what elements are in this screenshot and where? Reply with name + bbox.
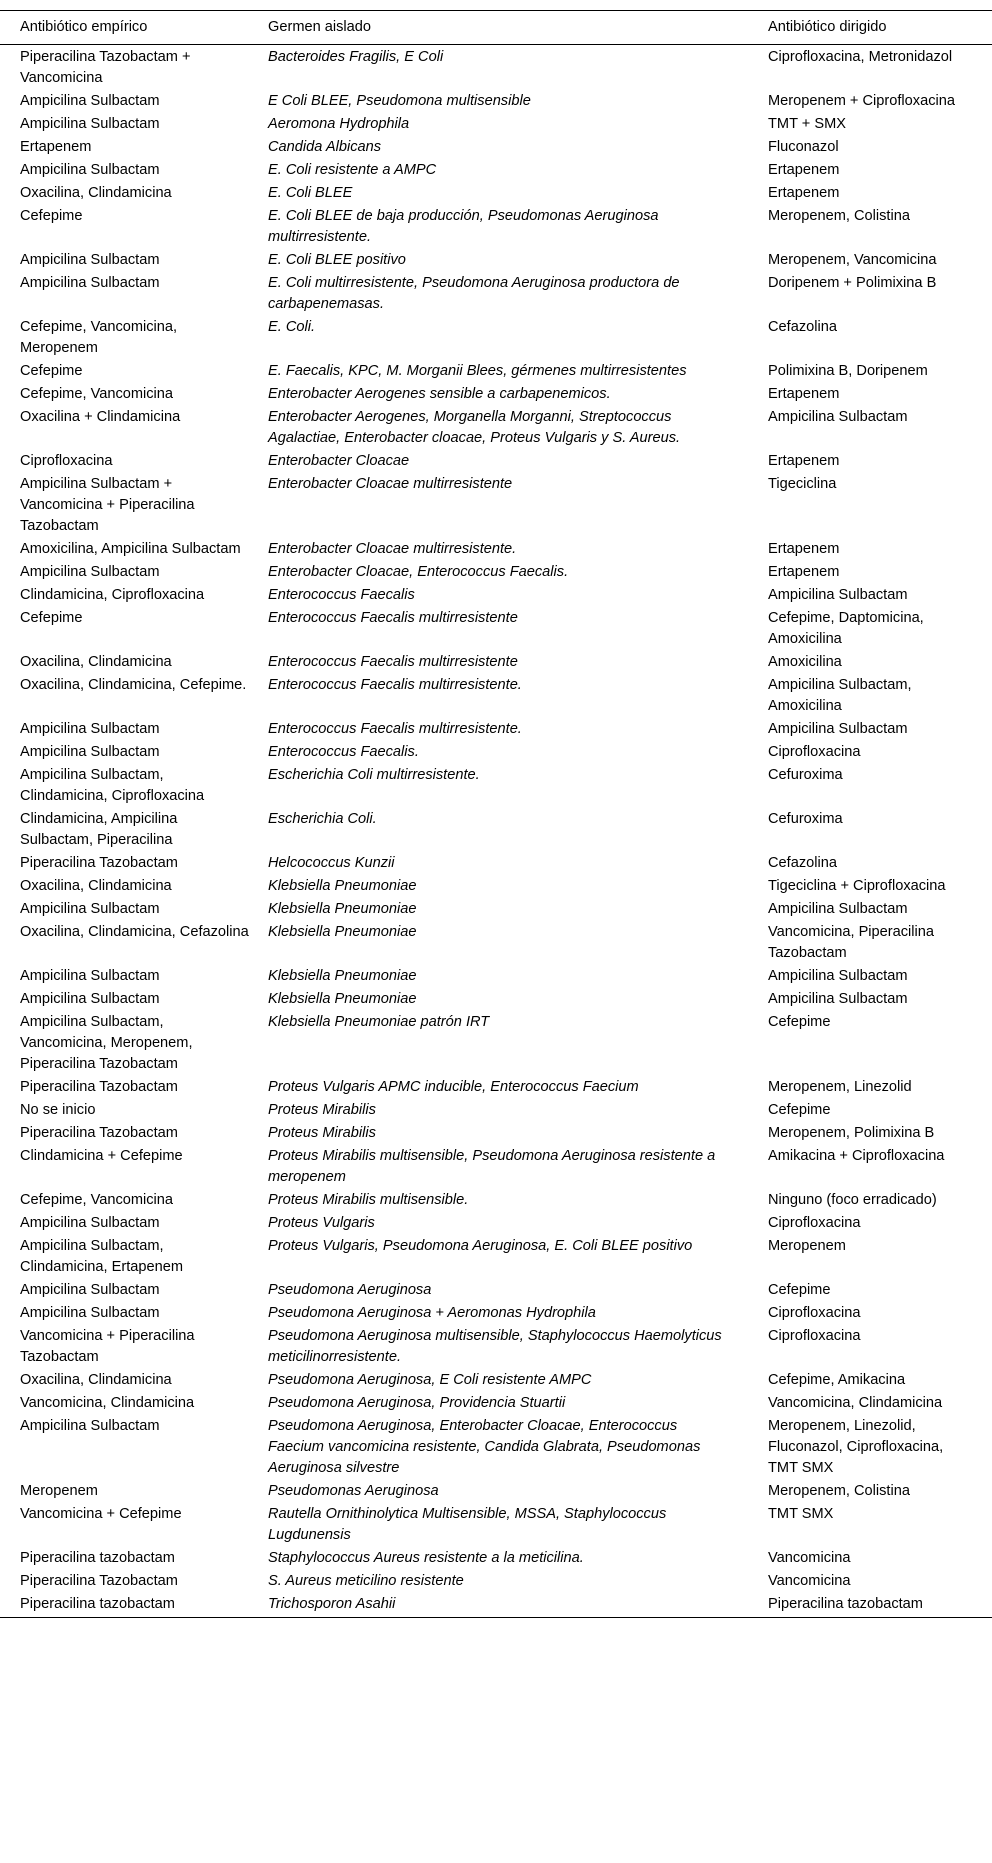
targeted-antibiotic-cell: Vancomicina <box>768 1550 851 1566</box>
table-row <box>0 1481 992 1504</box>
table-row <box>0 809 992 853</box>
isolated-germ-cell: E. Coli BLEE de baja producción, Pseudomonas Aeruginosa multirresistente. <box>268 208 659 245</box>
empirical-antibiotic-cell: Ampicilina Sulbactam <box>20 991 160 1007</box>
table-row <box>0 1077 992 1100</box>
table-row <box>0 1504 992 1548</box>
isolated-germ-cell: Enterobacter Aerogenes, Morganella Morganni, Streptococcus Agalactiae, Enterobacter cloacae, Proteus Vulgaris y S. Aureus. <box>268 409 681 446</box>
empirical-antibiotic-cell: Ampicilina Sulbactam <box>20 968 160 984</box>
isolated-germ-cell: Proteus Mirabilis multisensible. <box>268 1192 469 1208</box>
isolated-germ-cell: Enterococcus Faecalis. <box>268 744 419 760</box>
empirical-antibiotic-cell: Oxacilina, Clindamicina <box>20 185 172 201</box>
table-row <box>0 361 992 384</box>
table-row <box>0 966 992 989</box>
isolated-germ-cell: Enterobacter Cloacae multirresistente. <box>268 541 517 557</box>
empirical-antibiotic-cell: Oxacilina, Clindamicina <box>20 878 172 894</box>
empirical-antibiotic-cell: Ampicilina Sulbactam <box>20 252 160 268</box>
empirical-antibiotic-cell: Meropenem <box>20 1483 98 1499</box>
table-row <box>0 114 992 137</box>
targeted-antibiotic-cell: Ampicilina Sulbactam <box>768 409 908 425</box>
isolated-germ-cell: Pseudomona Aeruginosa, Enterobacter Cloacae, Enterococcus Faecium vancomicina resistente, Candida Glabrata, Pseudomonas Aeruginosa silvestre <box>268 1418 701 1476</box>
table-row <box>0 451 992 474</box>
antibiotic-table <box>0 10 992 1618</box>
targeted-antibiotic-cell: Meropenem, Linezolid, Fluconazol, Ciprofloxacina, TMT SMX <box>768 1418 944 1476</box>
isolated-germ-cell: Rautella Ornithinolytica Multisensible, MSSA, Staphylococcus Lugdunensis <box>268 1506 667 1543</box>
isolated-germ-cell: S. Aureus meticilino resistente <box>268 1573 464 1589</box>
header-isolated-germ: Germen aislado <box>268 19 372 35</box>
table-container <box>0 10 992 1618</box>
isolated-germ-cell: Enterococcus Faecalis multirresistente <box>268 610 518 626</box>
targeted-antibiotic-cell: Ninguno (foco erradicado) <box>768 1192 937 1208</box>
isolated-germ-cell: Escherichia Coli multirresistente. <box>268 767 480 783</box>
targeted-antibiotic-cell: Amoxicilina <box>768 654 842 670</box>
table-row <box>0 160 992 183</box>
targeted-antibiotic-cell: Cefepime <box>768 1282 831 1298</box>
header-empirical-antibiotic: Antibiótico empírico <box>20 19 148 35</box>
table-row <box>0 1280 992 1303</box>
isolated-germ-cell: E. Coli BLEE positivo <box>268 252 406 268</box>
table-row <box>0 1213 992 1236</box>
empirical-antibiotic-cell: Clindamicina, Ciprofloxacina <box>20 587 205 603</box>
targeted-antibiotic-cell: Ciprofloxacina <box>768 1305 861 1321</box>
table-header <box>0 11 992 45</box>
empirical-antibiotic-cell: Piperacilina tazobactam <box>20 1596 175 1612</box>
targeted-antibiotic-cell: Ertapenem <box>768 386 840 402</box>
header-row <box>0 11 992 45</box>
table-row <box>0 1548 992 1571</box>
targeted-antibiotic-cell: Tigeciclina + Ciprofloxacina <box>768 878 946 894</box>
targeted-antibiotic-cell: Fluconazol <box>768 139 839 155</box>
isolated-germ-cell: Pseudomona Aeruginosa, Providencia Stuartii <box>268 1395 566 1411</box>
isolated-germ-cell: Helcococcus Kunzii <box>268 855 395 871</box>
targeted-antibiotic-cell: Ciprofloxacina, Metronidazol <box>768 49 953 65</box>
empirical-antibiotic-cell: Cefepime, Vancomicina <box>20 386 174 402</box>
table-row <box>0 989 992 1012</box>
empirical-antibiotic-cell: Ampicilina Sulbactam <box>20 1282 160 1298</box>
targeted-antibiotic-cell: Piperacilina tazobactam <box>768 1596 923 1612</box>
targeted-antibiotic-cell: Cefuroxima <box>768 767 843 783</box>
table-row <box>0 719 992 742</box>
empirical-antibiotic-cell: Piperacilina Tazobactam <box>20 1079 178 1095</box>
isolated-germ-cell: Enterococcus Faecalis multirresistente. <box>268 677 522 693</box>
isolated-germ-cell: Proteus Vulgaris <box>268 1215 375 1231</box>
targeted-antibiotic-cell: TMT + SMX <box>768 116 846 132</box>
table-row <box>0 765 992 809</box>
table-row <box>0 1370 992 1393</box>
empirical-antibiotic-cell: Oxacilina, Clindamicina <box>20 654 172 670</box>
targeted-antibiotic-cell: Vancomicina, Piperacilina Tazobactam <box>768 924 935 961</box>
empirical-antibiotic-cell: Vancomicina, Clindamicina <box>20 1395 195 1411</box>
targeted-antibiotic-cell: Ampicilina Sulbactam <box>768 587 908 603</box>
empirical-antibiotic-cell: Piperacilina Tazobactam <box>20 1125 178 1141</box>
isolated-germ-cell: Enterobacter Cloacae multirresistente <box>268 476 513 492</box>
isolated-germ-cell: Proteus Mirabilis <box>268 1102 376 1118</box>
isolated-germ-cell: E. Coli. <box>268 319 316 335</box>
targeted-antibiotic-cell: Ampicilina Sulbactam <box>768 901 908 917</box>
isolated-germ-cell: Pseudomona Aeruginosa + Aeromonas Hydrophila <box>268 1305 596 1321</box>
table-row <box>0 899 992 922</box>
table-row <box>0 1236 992 1280</box>
isolated-germ-cell: Enterobacter Aerogenes sensible a carbapenemicos. <box>268 386 611 402</box>
isolated-germ-cell: E Coli BLEE, Pseudomona multisensible <box>268 93 531 109</box>
empirical-antibiotic-cell: Cefepime, Vancomicina <box>20 1192 174 1208</box>
table-row <box>0 183 992 206</box>
targeted-antibiotic-cell: Tigeciclina <box>768 476 837 492</box>
targeted-antibiotic-cell: Polimixina B, Doripenem <box>768 363 928 379</box>
empirical-antibiotic-cell: Oxacilina, Clindamicina, Cefazolina <box>20 924 249 940</box>
empirical-antibiotic-cell: Cefepime <box>20 610 83 626</box>
table-row <box>0 1146 992 1190</box>
empirical-antibiotic-cell: Ampicilina Sulbactam <box>20 1418 160 1434</box>
table-body <box>0 45 992 1618</box>
targeted-antibiotic-cell: Doripenem + Polimixina B <box>768 275 937 291</box>
empirical-antibiotic-cell: Amoxicilina, Ampicilina Sulbactam <box>20 541 241 557</box>
isolated-germ-cell: Bacteroides Fragilis, E Coli <box>268 49 444 65</box>
targeted-antibiotic-cell: Cefazolina <box>768 855 837 871</box>
targeted-antibiotic-cell: Meropenem + Ciprofloxacina <box>768 93 955 109</box>
empirical-antibiotic-cell: Vancomicina + Cefepime <box>20 1506 182 1522</box>
isolated-germ-cell: E. Coli resistente a AMPC <box>268 162 437 178</box>
targeted-antibiotic-cell: Cefazolina <box>768 319 837 335</box>
targeted-antibiotic-cell: Meropenem, Polimixina B <box>768 1125 935 1141</box>
isolated-germ-cell: Pseudomonas Aeruginosa <box>268 1483 439 1499</box>
isolated-germ-cell: E. Coli multirresistente, Pseudomona Aeruginosa productora de carbapenemasas. <box>268 275 680 312</box>
empirical-antibiotic-cell: Clindamicina, Ampicilina Sulbactam, Piperacilina <box>20 811 178 848</box>
table-row <box>0 675 992 719</box>
targeted-antibiotic-cell: Ertapenem <box>768 541 840 557</box>
empirical-antibiotic-cell: No se inicio <box>20 1102 96 1118</box>
targeted-antibiotic-cell: Meropenem, Vancomicina <box>768 252 937 268</box>
table-row <box>0 137 992 160</box>
empirical-antibiotic-cell: Ampicilina Sulbactam <box>20 901 160 917</box>
header-targeted-antibiotic: Antibiótico dirigido <box>768 19 887 35</box>
table-row <box>0 876 992 899</box>
empirical-antibiotic-cell: Ampicilina Sulbactam <box>20 721 160 737</box>
isolated-germ-cell: Klebsiella Pneumoniae <box>268 991 417 1007</box>
empirical-antibiotic-cell: Vancomicina + Piperacilina Tazobactam <box>20 1328 195 1365</box>
table-row <box>0 273 992 317</box>
empirical-antibiotic-cell: Ampicilina Sulbactam <box>20 744 160 760</box>
isolated-germ-cell: Klebsiella Pneumoniae <box>268 901 417 917</box>
table-row <box>0 742 992 765</box>
empirical-antibiotic-cell: Clindamicina + Cefepime <box>20 1148 183 1164</box>
empirical-antibiotic-cell: Ampicilina Sulbactam <box>20 1305 160 1321</box>
table-row <box>0 206 992 250</box>
empirical-antibiotic-cell: Ampicilina Sulbactam <box>20 93 160 109</box>
targeted-antibiotic-cell: Ertapenem <box>768 564 840 580</box>
isolated-germ-cell: Proteus Mirabilis <box>268 1125 376 1141</box>
empirical-antibiotic-cell: Ampicilina Sulbactam <box>20 275 160 291</box>
isolated-germ-cell: Pseudomona Aeruginosa, E Coli resistente AMPC <box>268 1372 592 1388</box>
targeted-antibiotic-cell: Ertapenem <box>768 185 840 201</box>
table-row <box>0 384 992 407</box>
targeted-antibiotic-cell: Meropenem, Colistina <box>768 208 910 224</box>
table-row <box>0 562 992 585</box>
empirical-antibiotic-cell: Cefepime <box>20 208 83 224</box>
table-row <box>0 652 992 675</box>
targeted-antibiotic-cell: Ampicilina Sulbactam <box>768 721 908 737</box>
targeted-antibiotic-cell: Ampicilina Sulbactam <box>768 991 908 1007</box>
targeted-antibiotic-cell: Ertapenem <box>768 162 840 178</box>
table-row <box>0 1326 992 1370</box>
targeted-antibiotic-cell: Ampicilina Sulbactam <box>768 968 908 984</box>
targeted-antibiotic-cell: Meropenem, Colistina <box>768 1483 910 1499</box>
isolated-germ-cell: Aeromona Hydrophila <box>268 116 410 132</box>
isolated-germ-cell: Proteus Vulgaris APMC inducible, Enterococcus Faecium <box>268 1079 639 1095</box>
table-row <box>0 1571 992 1594</box>
empirical-antibiotic-cell: Ampicilina Sulbactam, Clindamicina, Ciprofloxacina <box>20 767 205 804</box>
empirical-antibiotic-cell: Cefepime <box>20 363 83 379</box>
table-row <box>0 250 992 273</box>
isolated-germ-cell: Klebsiella Pneumoniae <box>268 878 417 894</box>
table-row <box>0 608 992 652</box>
empirical-antibiotic-cell: Ampicilina Sulbactam, Clindamicina, Ertapenem <box>20 1238 184 1275</box>
table-row <box>0 317 992 361</box>
isolated-germ-cell: E. Coli BLEE <box>268 185 353 201</box>
table-row <box>0 585 992 608</box>
targeted-antibiotic-cell: Meropenem <box>768 1238 846 1254</box>
isolated-germ-cell: Enterobacter Cloacae <box>268 453 410 469</box>
isolated-germ-cell: Enterobacter Cloacae, Enterococcus Faecalis. <box>268 564 569 580</box>
targeted-antibiotic-cell: Vancomicina <box>768 1573 851 1589</box>
empirical-antibiotic-cell: Oxacilina, Clindamicina <box>20 1372 172 1388</box>
empirical-antibiotic-cell: Ampicilina Sulbactam, Vancomicina, Meropenem, Piperacilina Tazobactam <box>20 1014 193 1072</box>
isolated-germ-cell: Staphylococcus Aureus resistente a la meticilina. <box>268 1550 584 1566</box>
targeted-antibiotic-cell: Cefepime <box>768 1102 831 1118</box>
targeted-antibiotic-cell: Ciprofloxacina <box>768 1215 861 1231</box>
empirical-antibiotic-cell: Oxacilina, Clindamicina, Cefepime. <box>20 677 247 693</box>
targeted-antibiotic-cell: Ertapenem <box>768 453 840 469</box>
isolated-germ-cell: Klebsiella Pneumoniae patrón IRT <box>268 1014 490 1030</box>
empirical-antibiotic-cell: Ampicilina Sulbactam <box>20 564 160 580</box>
empirical-antibiotic-cell: Ampicilina Sulbactam <box>20 162 160 178</box>
isolated-germ-cell: Enterococcus Faecalis <box>268 587 415 603</box>
empirical-antibiotic-cell: Ampicilina Sulbactam + Vancomicina + Piperacilina Tazobactam <box>20 476 195 534</box>
table-row <box>0 45 992 92</box>
table-row <box>0 91 992 114</box>
empirical-antibiotic-cell: Piperacilina Tazobactam + Vancomicina <box>20 49 191 86</box>
table-row <box>0 1190 992 1213</box>
targeted-antibiotic-cell: Ciprofloxacina <box>768 744 861 760</box>
targeted-antibiotic-cell: Cefepime, Amikacina <box>768 1372 906 1388</box>
isolated-germ-cell: Enterococcus Faecalis multirresistente. <box>268 721 522 737</box>
empirical-antibiotic-cell: Ertapenem <box>20 139 92 155</box>
empirical-antibiotic-cell: Ciprofloxacina <box>20 453 113 469</box>
targeted-antibiotic-cell: Amikacina + Ciprofloxacina <box>768 1148 945 1164</box>
table-row <box>0 1416 992 1481</box>
targeted-antibiotic-cell: Vancomicina, Clindamicina <box>768 1395 943 1411</box>
isolated-germ-cell: Enterococcus Faecalis multirresistente <box>268 654 518 670</box>
table-row <box>0 1012 992 1077</box>
targeted-antibiotic-cell: Cefuroxima <box>768 811 843 827</box>
empirical-antibiotic-cell: Piperacilina Tazobactam <box>20 855 178 871</box>
targeted-antibiotic-cell: Meropenem, Linezolid <box>768 1079 912 1095</box>
targeted-antibiotic-cell: Ampicilina Sulbactam, Amoxicilina <box>768 677 912 714</box>
table-row <box>0 853 992 876</box>
targeted-antibiotic-cell: TMT SMX <box>768 1506 834 1522</box>
empirical-antibiotic-cell: Oxacilina + Clindamicina <box>20 409 181 425</box>
targeted-antibiotic-cell: Ciprofloxacina <box>768 1328 861 1344</box>
empirical-antibiotic-cell: Ampicilina Sulbactam <box>20 1215 160 1231</box>
table-row <box>0 1303 992 1326</box>
table-row <box>0 922 992 966</box>
isolated-germ-cell: Pseudomona Aeruginosa multisensible, Staphylococcus Haemolyticus meticilinorresistente. <box>268 1328 722 1365</box>
targeted-antibiotic-cell: Cefepime, Daptomicina, Amoxicilina <box>768 610 924 647</box>
isolated-germ-cell: Escherichia Coli. <box>268 811 377 827</box>
empirical-antibiotic-cell: Cefepime, Vancomicina, Meropenem <box>20 319 178 356</box>
isolated-germ-cell: Pseudomona Aeruginosa <box>268 1282 432 1298</box>
table-row <box>0 474 992 539</box>
isolated-germ-cell: E. Faecalis, KPC, M. Morganii Blees, gérmenes multirresistentes <box>268 363 687 379</box>
table-row <box>0 1100 992 1123</box>
isolated-germ-cell: Klebsiella Pneumoniae <box>268 968 417 984</box>
targeted-antibiotic-cell: Cefepime <box>768 1014 831 1030</box>
table-row <box>0 407 992 451</box>
isolated-germ-cell: Candida Albicans <box>268 139 382 155</box>
table-row <box>0 1123 992 1146</box>
table-row <box>0 1594 992 1618</box>
isolated-germ-cell: Trichosporon Asahii <box>268 1596 396 1612</box>
empirical-antibiotic-cell: Piperacilina Tazobactam <box>20 1573 178 1589</box>
empirical-antibiotic-cell: Ampicilina Sulbactam <box>20 116 160 132</box>
table-row <box>0 1393 992 1416</box>
isolated-germ-cell: Proteus Vulgaris, Pseudomona Aeruginosa, E. Coli BLEE positivo <box>268 1238 693 1254</box>
isolated-germ-cell: Proteus Mirabilis multisensible, Pseudomona Aeruginosa resistente a meropenem <box>268 1148 716 1185</box>
isolated-germ-cell: Klebsiella Pneumoniae <box>268 924 417 940</box>
empirical-antibiotic-cell: Piperacilina tazobactam <box>20 1550 175 1566</box>
table-row <box>0 539 992 562</box>
